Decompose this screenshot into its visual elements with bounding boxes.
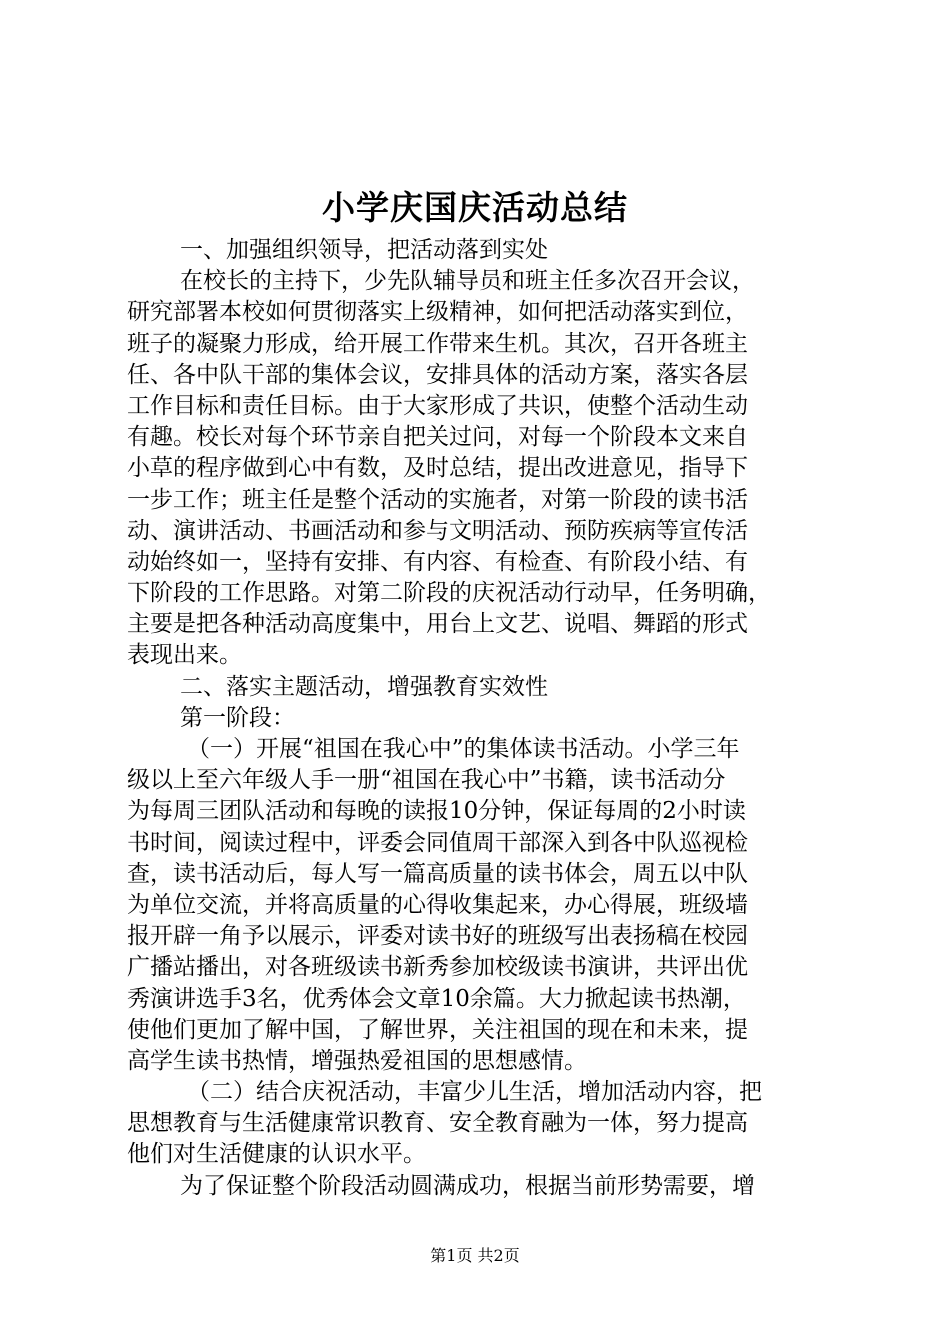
paragraph-line: 动始终如一，坚持有安排、有内容、有检查、有阶段小结、有 [127, 548, 748, 575]
paragraph-line: 表现出来。 [127, 642, 242, 669]
paragraph-line: 有趣。校长对每个环节亲自把关过问，对每一个阶段本文来自 [127, 424, 748, 451]
paragraph-line: 动、演讲活动、书画活动和参与文明活动、预防疾病等宣传活 [127, 517, 748, 544]
paragraph-line: 广播站播出，对各班级读书新秀参加校级读书演讲，共评出优 [127, 954, 748, 981]
subsection-heading: 第一阶段： [180, 704, 295, 731]
paragraph-line: 为了保证整个阶段活动圆满成功，根据当前形势需要，增 [180, 1172, 755, 1199]
paragraph-line: 为每周三团队活动和每晚的读报10分钟，保证每周的2小时读 [127, 798, 746, 825]
paragraph-line: 工作目标和责任目标。由于大家形成了共识，使整个活动生动 [127, 392, 748, 419]
paragraph-line: 秀演讲选手3名，优秀体会文章10余篇。大力掀起读书热潮， [127, 985, 746, 1012]
paragraph-line: 下阶段的工作思路。对第二阶段的庆祝活动行动早，任务明确， [127, 580, 771, 607]
section-heading: 一、加强组织领导，把活动落到实处 [180, 237, 548, 263]
paragraph-line: 为单位交流，并将高质量的心得收集起来，办心得展，班级墙 [127, 891, 748, 918]
paragraph-line: 一步工作；班主任是整个活动的实施者，对第一阶段的读书活 [127, 486, 748, 513]
page-number-footer: 第1页 共2页 [430, 1246, 520, 1265]
document-body [127, 235, 837, 1202]
paragraph-line: 书时间，阅读过程中，评委会同值周干部深入到各中队巡视检 [127, 829, 748, 856]
paragraph-line: 查，读书活动后，每人写一篇高质量的读书体会，周五以中队 [127, 860, 748, 887]
section-heading: 二、落实主题活动，增强教育实效性 [180, 673, 548, 700]
paragraph-line: 主要是把各种活动高度集中，用台上文艺、说唱、舞蹈的形式 [127, 611, 748, 638]
paragraph-line: 思想教育与生活健康常识教育、安全教育融为一体，努力提高 [127, 1110, 748, 1137]
paragraph-line: 他们对生活健康的认识水平。 [127, 1141, 426, 1168]
paragraph-line: 使他们更加了解中国，了解世界，关注祖国的现在和未来，提 [127, 1016, 748, 1043]
document-title: 小学庆国庆活动总结 [322, 188, 628, 227]
paragraph-line: 任、各中队干部的集体会议，安排具体的活动方案，落实各层 [127, 361, 748, 388]
paragraph-line: 在校长的主持下，少先队辅导员和班主任多次召开会议， [180, 268, 755, 295]
paragraph-line: 报开辟一角予以展示，评委对读书好的班级写出表扬稿在校园 [127, 923, 748, 950]
paragraph-line: （二）结合庆祝活动，丰富少儿生活，增加活动内容，把 [187, 1079, 762, 1106]
paragraph-line: 班子的凝聚力形成，给开展工作带来生机。其次，召开各班主 [127, 330, 748, 357]
paragraph-line: 研究部署本校如何贯彻落实上级精神，如何把活动落实到位， [127, 299, 748, 326]
paragraph-line: 高学生读书热情，增强热爱祖国的思想感情。 [127, 1047, 587, 1074]
paragraph-line: 小草的程序做到心中有数，及时总结，提出改进意见，指导下 [127, 455, 748, 482]
paragraph-line: （一）开展“祖国在我心中”的集体读书活动。小学三年 [187, 736, 740, 762]
paragraph-line: 级以上至六年级人手一册“祖国在我心中”书籍，读书活动分 [127, 767, 726, 794]
